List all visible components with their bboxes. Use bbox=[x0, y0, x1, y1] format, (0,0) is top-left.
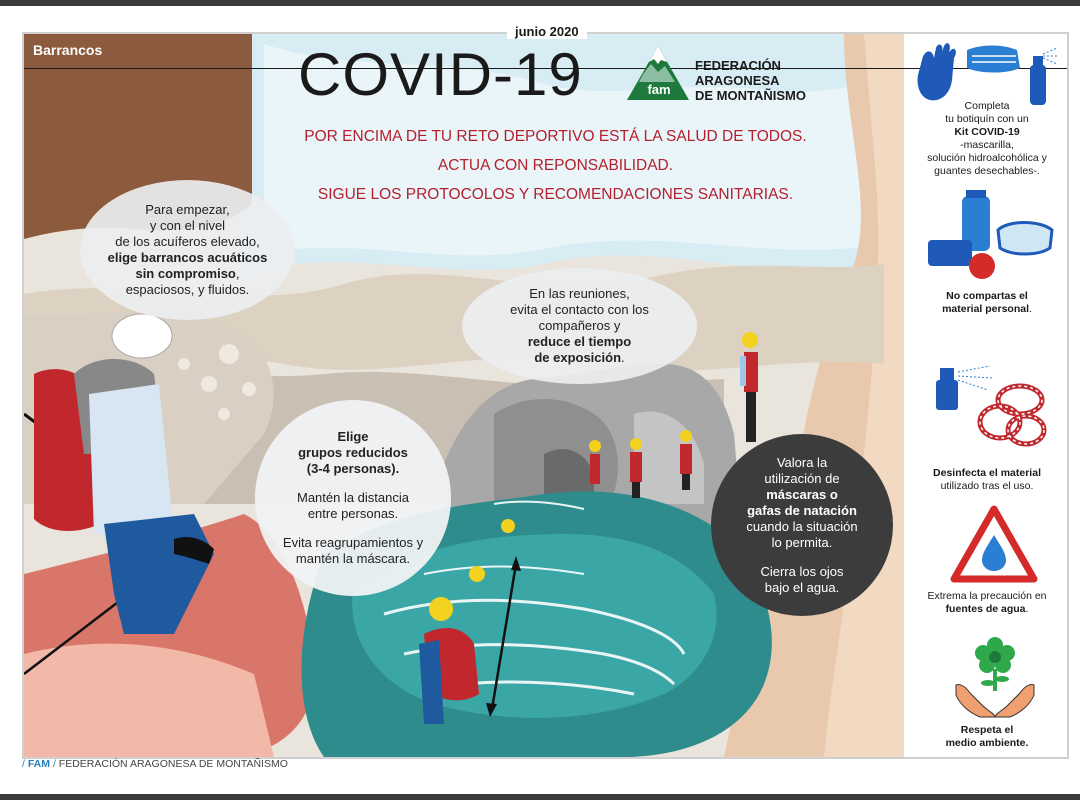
tip-bubble-meetings bbox=[462, 268, 697, 384]
date-label: junio 2020 bbox=[507, 24, 587, 39]
tip-text-bold: No compartas el bbox=[946, 290, 1028, 302]
personal-items-icon bbox=[920, 190, 1060, 280]
top-bar bbox=[0, 0, 1080, 6]
tip-text-bold: Desinfecta el material bbox=[933, 467, 1041, 479]
bubble-text: En las reuniones, bbox=[529, 286, 630, 301]
tip-text: tu botiquín con un bbox=[945, 113, 1029, 125]
apple-icon bbox=[969, 253, 995, 279]
fam-name bbox=[695, 58, 806, 103]
glove-icon bbox=[918, 43, 956, 100]
tip-bubble-start bbox=[80, 180, 295, 320]
bubble-text: y con el nivel bbox=[149, 218, 226, 233]
disinfect-icon bbox=[930, 360, 1055, 455]
bubble-text: Cierra los ojos bbox=[760, 563, 844, 579]
footer bbox=[22, 758, 288, 770]
nature-icon bbox=[950, 625, 1040, 720]
bubble-text: espaciosos, y fluidos. bbox=[125, 282, 250, 297]
bubble-text: Evita reagrupamientos y bbox=[282, 535, 424, 550]
tip-text-bold: medio ambiente. bbox=[945, 737, 1029, 749]
tip-text: Extrema la precaución en bbox=[927, 590, 1047, 602]
bubble-text: de los acuíferos elevado, bbox=[115, 234, 260, 249]
mask-icon bbox=[967, 46, 1020, 73]
hand-right-icon bbox=[995, 684, 1034, 717]
tip-water bbox=[912, 590, 1062, 616]
bubble-text-bold: gafas de natación bbox=[747, 502, 857, 518]
fam-name-line: DE MONTAÑISMO bbox=[695, 88, 806, 103]
tip-kit bbox=[912, 100, 1062, 178]
tip-text-bold: material personal bbox=[942, 303, 1030, 315]
footer-separator: / bbox=[52, 758, 56, 770]
spray-icon bbox=[936, 380, 958, 410]
tip-text: -mascarilla, bbox=[960, 139, 1014, 151]
footer-fam: FAM bbox=[27, 758, 51, 770]
tip-disinfect bbox=[912, 467, 1062, 493]
footer-org: FEDERACIÓN ARAGONESA DE MONTAÑISMO bbox=[58, 758, 288, 770]
tip-nature bbox=[912, 724, 1062, 750]
headline-line: ACTUA CON REPONSABILIDAD. bbox=[437, 157, 674, 174]
page-title: COVID-19 bbox=[298, 41, 583, 108]
bubble-text-bold: reduce el tiempo bbox=[527, 334, 632, 349]
tip-text: . bbox=[1025, 603, 1029, 615]
bubble-text: Valora la bbox=[776, 454, 828, 470]
bubble-text-bold: Elige bbox=[337, 429, 369, 444]
tip-text-bold: fuentes de agua bbox=[945, 603, 1026, 615]
goggles-icon bbox=[998, 223, 1052, 255]
bubble-text: utilización de bbox=[764, 470, 840, 486]
rope-icon bbox=[980, 386, 1044, 444]
bubble-text: evita el contacto con los bbox=[510, 302, 649, 317]
bubble-text: Mantén la distancia bbox=[296, 490, 409, 505]
container-icon bbox=[928, 240, 972, 266]
flower-icon bbox=[975, 637, 1015, 691]
fam-name-line: ARAGONESA bbox=[695, 73, 780, 88]
bubble-text-bold: sin compromiso bbox=[135, 266, 236, 281]
section-label: Barrancos bbox=[33, 42, 103, 58]
bottom-bar bbox=[0, 794, 1080, 800]
water-warning-icon bbox=[950, 505, 1038, 583]
headline-line: POR ENCIMA DE TU RETO DEPORTIVO ESTÁ LA SALUD DE TODOS. bbox=[304, 128, 807, 145]
tip-text-bold: Kit COVID-19 bbox=[954, 126, 1020, 138]
bubble-text: entre personas. bbox=[307, 506, 399, 521]
bubble-text: bajo el agua. bbox=[764, 579, 840, 595]
bubble-text: mantén la máscara. bbox=[295, 551, 411, 566]
bubble-text-bold: máscaras o bbox=[766, 486, 838, 502]
headline bbox=[268, 122, 843, 209]
tip-text: Completa bbox=[964, 100, 1010, 112]
headline-line: SIGUE LOS PROTOCOLOS Y RECOMENDACIONES SANITARIAS. bbox=[317, 186, 794, 203]
footer-slash: / bbox=[22, 758, 25, 770]
tip-bubble-groups bbox=[255, 400, 451, 596]
tip-text: solución hidroalcohólica y bbox=[927, 152, 1047, 164]
bubble-text: compañeros y bbox=[538, 318, 621, 333]
bubble-text: cuando la situación bbox=[746, 518, 858, 534]
bubble-text: . bbox=[621, 350, 625, 365]
bubble-text-bold: grupos reducidos bbox=[298, 445, 408, 460]
tip-text: utilizado tras el uso. bbox=[940, 480, 1034, 492]
bubble-text: Para empezar, bbox=[145, 202, 230, 217]
sanitizer-icon bbox=[1030, 65, 1046, 105]
fam-mountain-logo bbox=[625, 44, 691, 102]
fam-name-line: FEDERACIÓN bbox=[695, 58, 781, 73]
tip-bubble-masks bbox=[711, 434, 893, 616]
tip-text: . bbox=[1029, 303, 1032, 315]
hand-left-icon bbox=[956, 684, 995, 717]
bubble-text-bold: de exposición bbox=[534, 350, 622, 365]
bubble-text-bold: (3-4 personas). bbox=[306, 461, 400, 476]
bubble-text-bold: elige barrancos acuáticos bbox=[107, 250, 268, 265]
tip-text-bold: Respeta el bbox=[960, 724, 1014, 736]
bubble-text: , bbox=[235, 266, 240, 281]
tip-share bbox=[912, 290, 1062, 316]
fam-logo-text: fam bbox=[647, 82, 671, 97]
tip-text: guantes desechables-. bbox=[934, 165, 1040, 177]
bubble-text: lo permita. bbox=[771, 534, 833, 550]
